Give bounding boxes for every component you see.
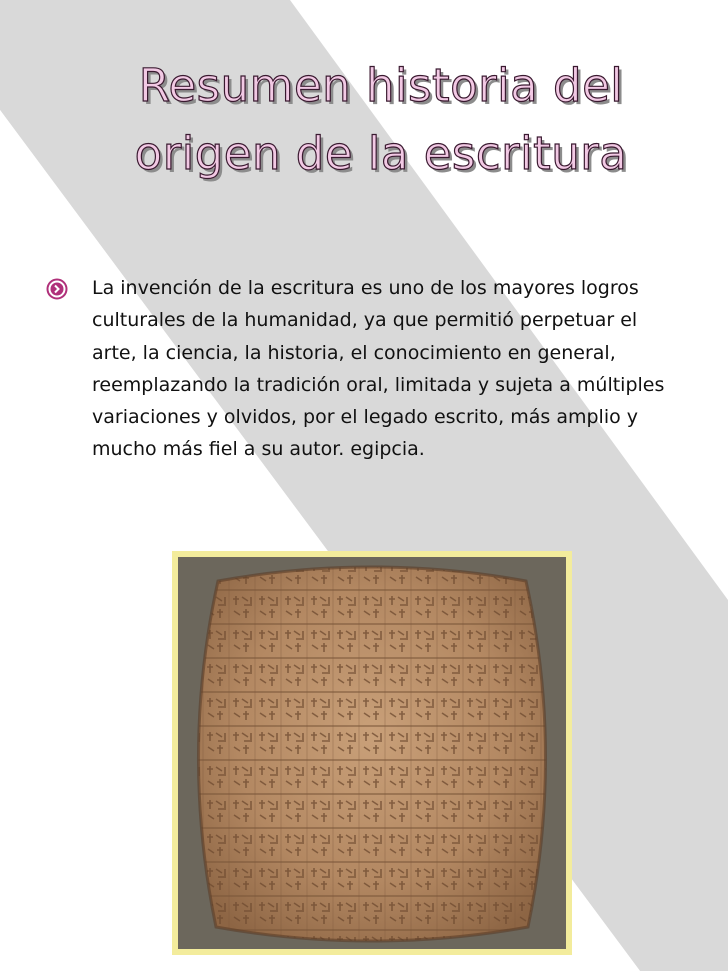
cuneiform-tablet-image (178, 557, 566, 949)
image-frame (172, 551, 572, 955)
bullet-text: La invención de la escritura es uno de los mayores logros culturales de la humanidad, ya que permitió perpetuar el arte, la ciencia, la historia, el conocimiento en general, reemplazando la tradición oral, limitada y sujeta a múltiples variaciones y olvidos, por el legado escrito, más amplio y mucho más fiel a su autor. egipcia. (92, 277, 665, 461)
slide-title: Resumen historia del origen de la escritura (134, 59, 628, 180)
circle-chevron-right-icon (46, 278, 68, 300)
